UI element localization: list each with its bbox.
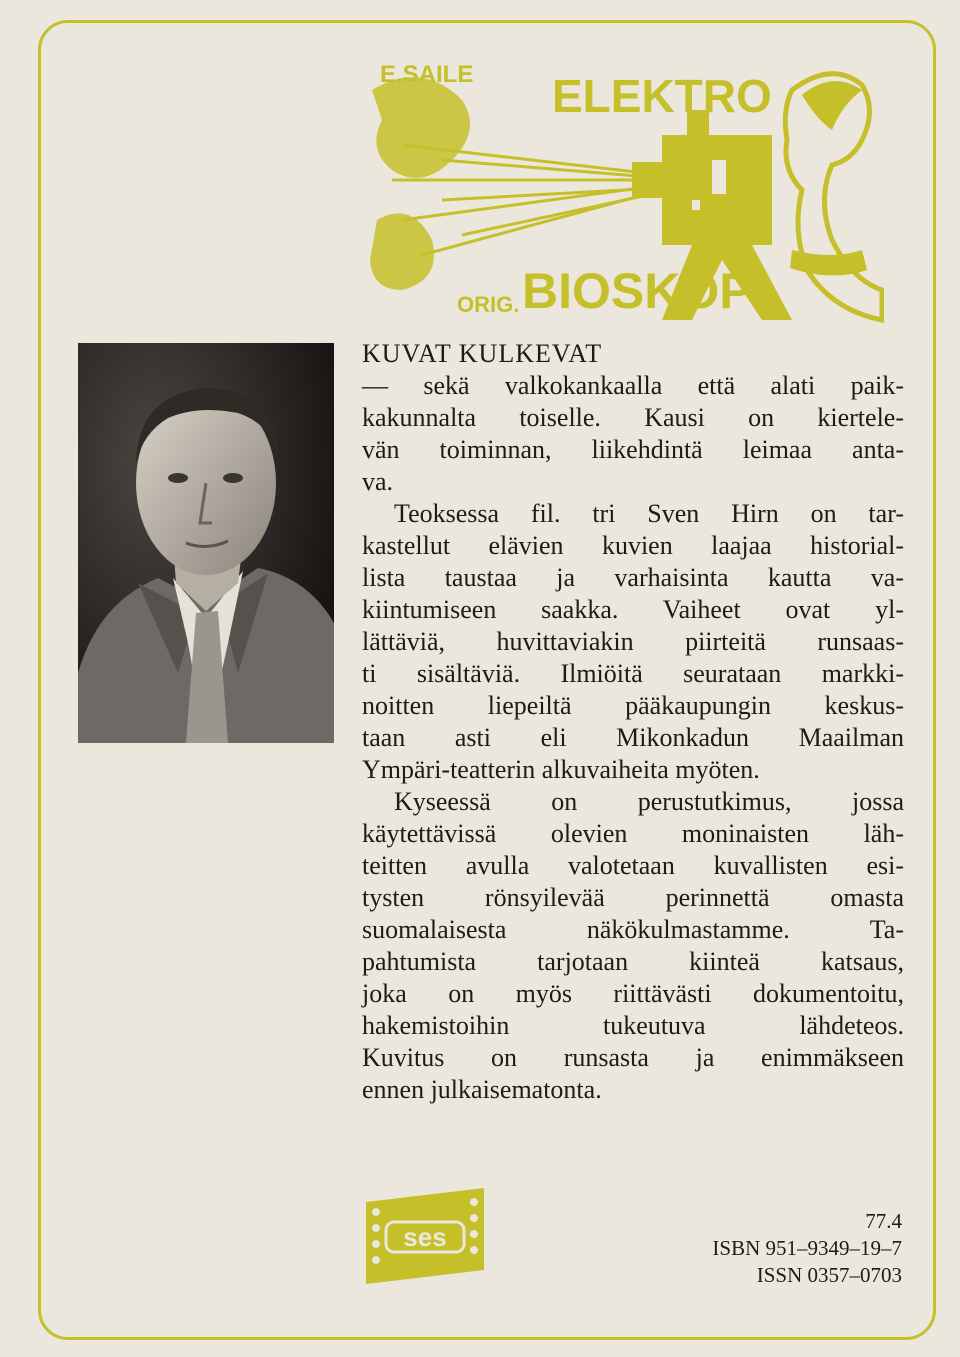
catalog-codes [712, 1208, 902, 1289]
paragraph-2-line: lättäviä, huvittaviakin piirteitä runsaas- [362, 627, 904, 656]
paragraph-3-line: Kuvitus on runsasta ja enimmäkseen [362, 1043, 904, 1072]
paragraph-2-line: kiintumiseen saakka. Vaiheet ovat yl- [362, 595, 904, 624]
paragraph-2-line: lista taustaa ja varhaisinta kautta va- [362, 563, 904, 592]
paragraph-3-line: teitten avulla valotetaan kuvallisten esi- [362, 851, 904, 880]
logo-prefix-text: ORIG. [457, 292, 520, 317]
logo-top-text: E.SAILE [380, 61, 474, 88]
logo-brand-text: ELEKTRO [552, 70, 772, 122]
paragraph-3-line: joka on myös riittävästi dokumentoitu, [362, 979, 904, 1008]
paragraph-3-line: Kyseessä on perustutkimus, jossa [394, 787, 904, 816]
paragraph-3-line: suomalaisesta näkökulmastamme. Ta- [362, 915, 904, 944]
paragraph-2-line: Teoksessa fil. tri Sven Hirn on tar- [394, 499, 904, 528]
paragraph-3-line: käytettävissä olevien moninaisten läh- [362, 819, 904, 848]
issn: ISSN 0357–0703 [756, 1263, 902, 1287]
paragraph-2-line: taan asti eli Mikonkadun Maailman [362, 723, 904, 752]
paragraph-2-line: Ympäri-teatterin alkuvaiheita myöten. [362, 755, 760, 784]
paragraph-3-line: ennen julkaisematonta. [362, 1075, 602, 1104]
ses-film-icon [364, 1186, 486, 1286]
elektro-bioskop-logo [362, 50, 884, 340]
paragraph-1-line: kakunnalta toiselle. Kausi on kiertele- [362, 403, 904, 432]
paragraph-1-line: vän toiminnan, liikehdintä leimaa anta- [362, 435, 904, 464]
projector-illustration [362, 50, 884, 340]
portrait-photo-icon [78, 343, 334, 743]
paragraph-3-line: pahtumista tarjotaan kiinteä katsaus, [362, 947, 904, 976]
paragraph-2-line: ti sisältäviä. Ilmiöitä seurataan markki- [362, 659, 904, 688]
publisher-logo [364, 1186, 486, 1286]
description-text [362, 338, 904, 1106]
logo-name-text: BIOSKOP [522, 263, 753, 319]
paragraph-2-line: noitten liepeiltä pääkaupungin keskus- [362, 691, 904, 720]
paragraph-3-line: tysten rönsyilevää perinnettä omasta [362, 883, 904, 912]
paragraph-3-line: hakemistoihin tukeutuva lähdeteos. [362, 1011, 904, 1040]
paragraph-2-line: kastellut elävien kuvien laajaa historial- [362, 531, 904, 560]
isbn: ISBN 951–9349–19–7 [712, 1236, 902, 1260]
class-number: 77.4 [865, 1209, 902, 1233]
paragraph-1-line: — sekä valkokankaalla että alati paik- [362, 371, 904, 400]
heading: KUVAT KULKEVAT [362, 339, 603, 368]
author-portrait [78, 343, 334, 743]
paragraph-1-line: va. [362, 467, 394, 496]
ses-logo-text: ses [403, 1222, 447, 1252]
